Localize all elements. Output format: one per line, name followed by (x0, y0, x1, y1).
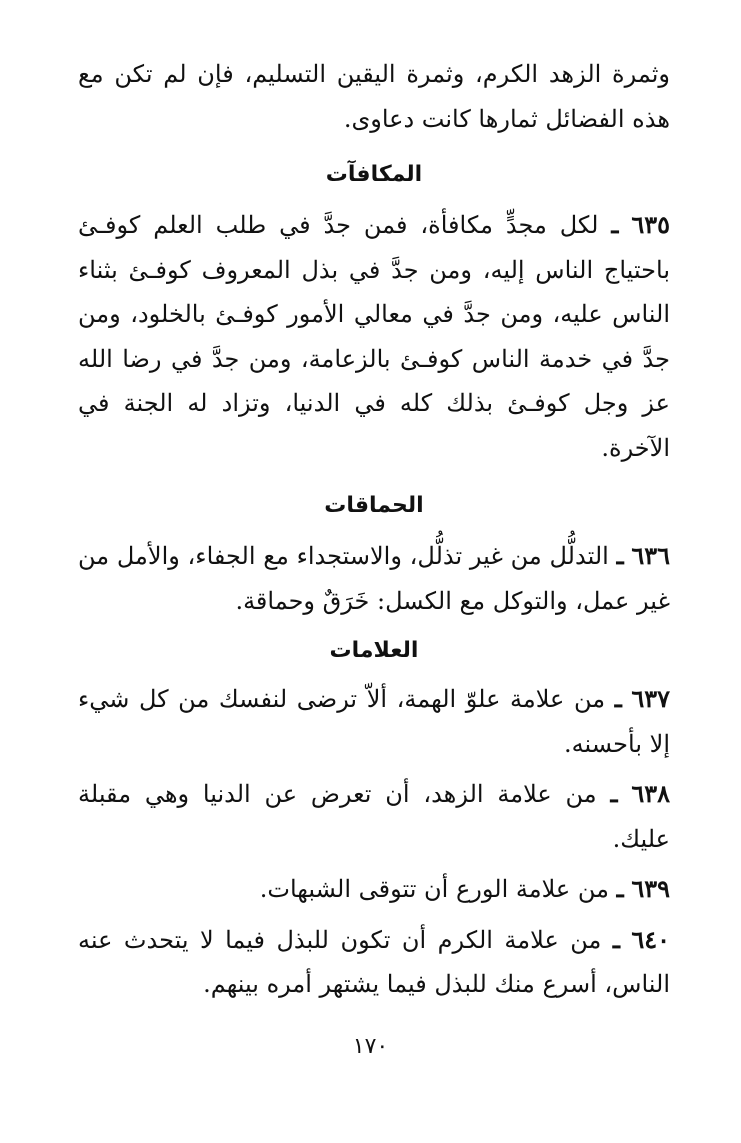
entry-text: التدلُّل من غير تذلُّل، والاستجداء مع الجفاء، والأمل من غير عمل، والتوكل مع الكسل: خَرَقٌ وحماقة. (78, 542, 670, 615)
entry-text: من علامة الورع أن تتوقى الشبهات. (259, 875, 610, 903)
entry-text: من علامة الكرم أن تكون للبذل فيما لا يتحدث عنه الناس، أسرع منك للبذل فيما يشتهر أمره بينهم. (78, 925, 670, 998)
entry-dash: ـ (612, 924, 620, 954)
page-body (78, 52, 670, 1007)
entry-text: من علامة الزهد، أن تعرض عن الدنيا وهي مقبلة عليك. (78, 780, 670, 853)
entry-637 (78, 677, 670, 766)
entry-number: ٦٣٦ (631, 541, 670, 570)
entry-text: لكل مجدٍّ مكافأة، فمن جدَّ في طلب العلم كوفـئ باحتياج الناس إليه، ومن جدَّ في بذل المعروف كوفـئ بثناء الناس عليه، ومن جدَّ في معالي الأمور كوفـئ بالخلود، ومن جدَّ في خدمة الناس كوفـئ بالزعامة، ومن جدَّ في رضا الله عز وجل كوفـئ بذلك كله في الدنيا، وتزاد له الجنة في الآخرة. (78, 211, 670, 462)
entry-dash: ـ (616, 874, 624, 903)
entry-number: ٦٣٩ (631, 874, 670, 903)
entry-dash: ـ (611, 210, 619, 239)
entry-number: ٦٣٧ (631, 684, 670, 713)
section-heading-follies: الحماقات (324, 493, 424, 518)
intro-paragraph: وثمرة الزهد الكرم، وثمرة اليقين التسليم، فإن لم تكن مع هذه الفضائل ثمارها كانت دعاوى. (78, 60, 670, 133)
entry-number: ٦٣٥ (631, 210, 670, 239)
entry-636 (78, 534, 670, 623)
entry-text: من علامة علوّ الهمة، ألاّ ترضى لنفسك من كل شيء إلا بأحسنه. (78, 685, 670, 758)
entry-dash: ـ (616, 541, 624, 570)
entry-dash: ـ (610, 779, 618, 808)
entry-dash: ـ (614, 684, 622, 713)
entry-number: ٦٣٨ (631, 779, 670, 808)
entry-640 (78, 918, 670, 1007)
entry-639 (78, 867, 670, 912)
section-heading-rewards: المكافآت (325, 162, 423, 187)
section-heading-signs: العلامات (329, 638, 419, 663)
page-number: ١٧٠ (352, 1034, 389, 1059)
entry-635 (78, 203, 670, 470)
entry-638 (78, 772, 670, 861)
entry-number: ٦٤٠ (631, 924, 670, 954)
